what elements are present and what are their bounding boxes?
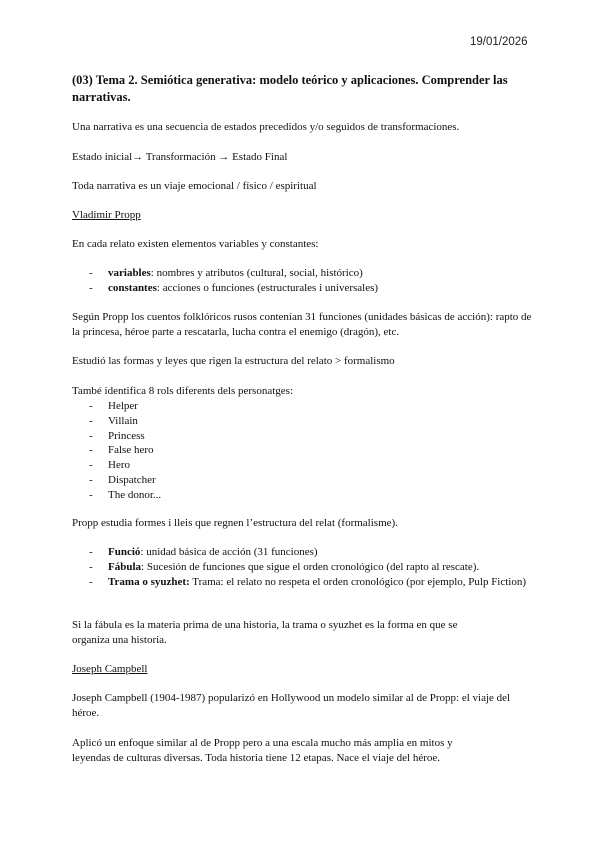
paragraph-fabula-trama: Si la fábula es la materia prima de una historia, la trama o syuzhet es la forma en que se organiza una historia. — [72, 619, 458, 646]
list-item-text: Villain — [108, 414, 138, 427]
list-bullet-dash: - — [89, 546, 93, 558]
paragraph-definition: Una narrativa es una secuencia de estados precedidos y/o seguidos de transformaciones. — [72, 121, 460, 133]
list-bullet-dash: - — [89, 474, 93, 486]
list-item-text: Helper — [108, 400, 138, 412]
list-item-description: : unidad básica de acción (31 funciones) — [140, 546, 318, 558]
paragraph-roles-intro: També identifica 8 rols diferents dels personatges: — [72, 385, 293, 397]
list-item-text — [108, 266, 538, 281]
paragraph-functions: Según Propp los cuentos folklóricos rusos contenían 31 funciones (unidades básicas de acción): rapto de la princesa, héroe parte a rescatarla, lucha contra el enemigo (dragón), etc. — [72, 311, 532, 338]
list-item-term: Trama o syuzhet: — [108, 576, 190, 588]
list-bullet-dash: - — [89, 488, 93, 501]
list-item-text — [108, 575, 538, 590]
list-item-description: : acciones o funciones (estructurales i universales) — [156, 282, 379, 294]
paragraph-campbell-approach: Aplicó un enfoque similar al de Propp pero a una escala mucho más amplia en mitos y leyendas de culturas diversas. Toda historia tiene 12 etapas. Nace el viaje del héroe. — [72, 737, 453, 764]
list-item-text — [108, 545, 538, 560]
list-bullet-dash: - — [89, 400, 93, 412]
list-item-text: Princess — [108, 429, 145, 442]
list-item-description: : nombres y atributos (cultural, social, histórico) — [150, 267, 363, 279]
paragraph-journey: Toda narrativa es un viaje emocional / físico / espiritual — [72, 180, 317, 192]
list-item-term: Funció — [108, 546, 141, 558]
list-bullet-dash: - — [89, 576, 93, 588]
paragraph-elements: En cada relato existen elementos variables y constantes: — [72, 238, 319, 250]
list-item-text — [108, 560, 538, 575]
list-bullet-dash: - — [89, 459, 93, 472]
list-item-text: Hero — [108, 459, 130, 472]
list-bullet-dash: - — [89, 267, 93, 279]
paragraph-propp-catalan: Propp estudia formes i lleis que regnen l’estructura del relat (formalisme). — [72, 517, 398, 529]
list-item-text — [108, 281, 538, 296]
list-bullet-dash: - — [89, 561, 93, 573]
section-heading-campbell: Joseph Campbell — [72, 663, 148, 675]
list-bullet-dash: - — [89, 429, 93, 442]
paragraph-campbell-intro: Joseph Campbell (1904-1987) popularizó en Hollywood un modelo similar al de Propp: el viaje del héroe. — [72, 692, 511, 719]
paragraph-formalism: Estudió las formas y leyes que rigen la estructura del relato > formalismo — [72, 355, 395, 367]
page-date: 19/01/2026 — [470, 36, 528, 48]
list-item-description: Trama: el relato no respeta el orden cronológico (por ejemplo, Pulp Fiction) — [189, 576, 527, 588]
list-item-term: constantes — [108, 282, 157, 294]
list-item-description: : Sucesión de funciones que sigue el orden cronológico (del rapto al rescate). — [141, 561, 480, 573]
list-item-text: Dispatcher — [108, 474, 156, 486]
paragraph-states: Estado inicial→ Transformación → Estado Final — [72, 151, 288, 163]
list-bullet-dash: - — [89, 414, 93, 427]
list-item-term: variables — [108, 267, 151, 279]
list-bullet-dash: - — [89, 444, 93, 457]
list-bullet-dash: - — [89, 282, 93, 294]
list-item-term: Fábula — [108, 561, 142, 573]
list-item-text: False hero — [108, 444, 154, 457]
section-heading-propp: Vladimir Propp — [72, 209, 141, 221]
document-title: (03) Tema 2. Semiótica generativa: modelo teórico y aplicaciones. Comprender las narrativas. — [72, 73, 508, 104]
list-item-text: The donor... — [108, 488, 162, 501]
